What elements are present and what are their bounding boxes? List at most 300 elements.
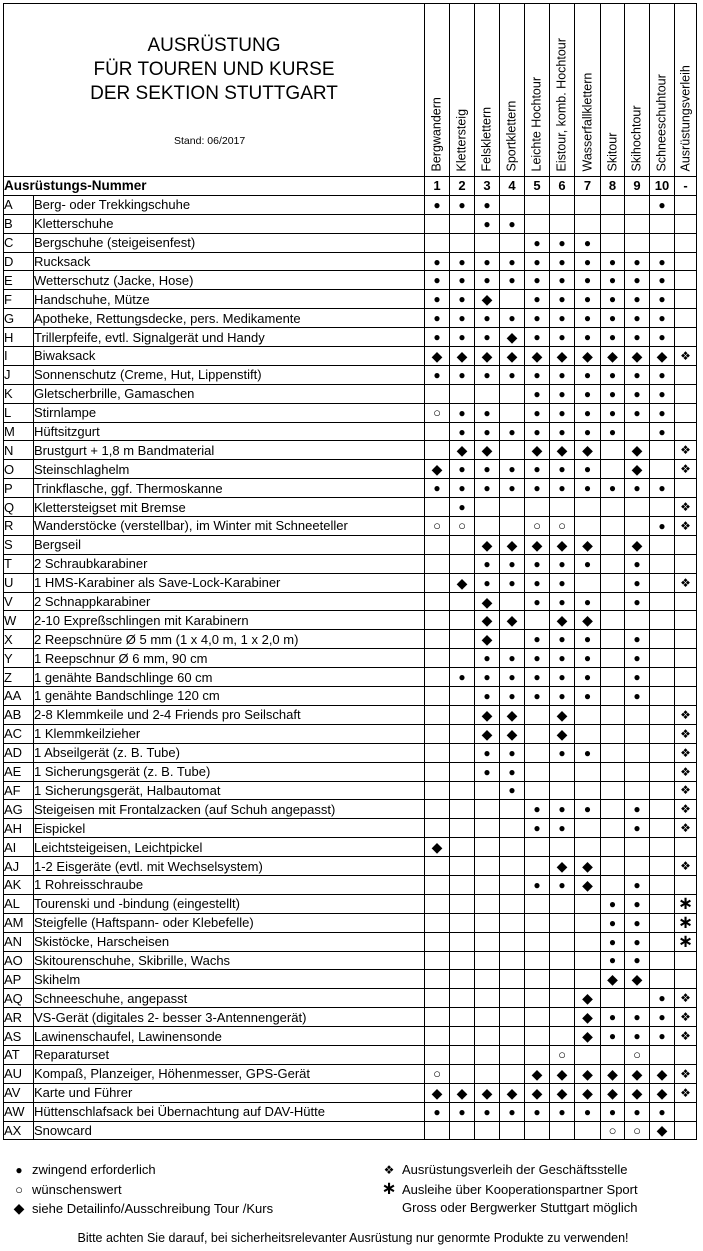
dot-icon: ● <box>658 1010 666 1025</box>
row-item: 2 Reepschnüre Ø 5 mm (1 x 4,0 m, 1 x 2,0 m) <box>34 630 425 649</box>
diamond-icon: ◆ <box>13 1200 25 1216</box>
mark-cell <box>450 838 475 857</box>
mark-cell <box>625 498 650 517</box>
mark-cell <box>675 705 697 724</box>
mark-cell <box>450 1102 475 1121</box>
mark-cell <box>425 233 450 252</box>
diamond-icon: ◆ <box>582 1084 593 1101</box>
mark-cell <box>650 630 675 649</box>
mark-cell <box>601 611 625 630</box>
mark-cell <box>675 535 697 554</box>
dot-icon: ● <box>483 462 491 477</box>
mark-cell <box>450 762 475 781</box>
mark-cell <box>500 328 525 347</box>
mark-cell <box>475 328 500 347</box>
column-header <box>575 4 601 177</box>
mark-cell <box>500 743 525 762</box>
mark-cell <box>475 970 500 989</box>
column-number: 6 <box>550 177 575 196</box>
mark-cell <box>601 384 625 403</box>
dot-icon: ● <box>458 481 466 496</box>
mark-cell <box>675 1121 697 1140</box>
row-item: Kompaß, Planzeiger, Höhenmesser, GPS-Gerät <box>34 1064 425 1083</box>
mark-cell <box>575 195 601 214</box>
row-code: U <box>4 573 34 592</box>
mark-cell <box>575 1064 601 1083</box>
row-code: A <box>4 195 34 214</box>
diamond-icon: ◆ <box>582 442 593 459</box>
dot-icon: ● <box>633 915 641 930</box>
mark-cell <box>575 1102 601 1121</box>
mark-cell <box>425 838 450 857</box>
mark-cell <box>425 517 450 536</box>
row-item: Karte und Führer <box>34 1083 425 1102</box>
row-item: Brustgurt + 1,8 m Bandmaterial <box>34 441 425 460</box>
mark-cell <box>450 1064 475 1083</box>
dot-icon: ● <box>483 424 491 439</box>
dot-icon: ● <box>483 745 491 760</box>
mark-cell <box>425 328 450 347</box>
dot-icon: ● <box>483 481 491 496</box>
mark-cell <box>575 517 601 536</box>
row-item: Leichtsteigeisen, Leichtpickel <box>34 838 425 857</box>
mark-cell <box>525 800 550 819</box>
mark-cell <box>550 875 575 894</box>
title-line-3: DER SEKTION STUTTGART <box>90 83 338 104</box>
dot-icon: ● <box>583 802 592 817</box>
table-row <box>4 214 697 233</box>
mark-cell <box>575 705 601 724</box>
dot-icon: ● <box>508 688 516 703</box>
star-icon: ∗ <box>677 932 694 951</box>
mark-cell <box>550 290 575 309</box>
mark-cell <box>625 214 650 233</box>
row-code: AL <box>4 894 34 913</box>
row-code: AJ <box>4 857 34 876</box>
rent-icon: ❖ <box>680 1066 691 1081</box>
mark-cell <box>475 894 500 913</box>
table-row <box>4 838 697 857</box>
mark-cell <box>500 1064 525 1083</box>
mark-cell <box>425 1027 450 1046</box>
row-item: 1 Reepschnur Ø 6 mm, 90 cm <box>34 649 425 668</box>
mark-cell <box>475 252 500 271</box>
mark-cell <box>500 271 525 290</box>
mark-cell <box>550 800 575 819</box>
row-code: AQ <box>4 989 34 1008</box>
mark-cell <box>450 233 475 252</box>
dot-icon: ● <box>558 575 566 590</box>
mark-cell <box>675 403 697 422</box>
diamond-icon: ◆ <box>531 347 543 364</box>
diamond-icon: ◆ <box>631 1084 643 1101</box>
dot-icon: ● <box>458 367 466 382</box>
mark-cell <box>675 309 697 328</box>
mark-cell <box>425 1102 450 1121</box>
rent-icon: ❖ <box>680 1010 691 1025</box>
mark-cell <box>575 328 601 347</box>
mark-cell <box>625 649 650 668</box>
mark-cell <box>500 800 525 819</box>
mark-cell <box>675 441 697 460</box>
mark-cell <box>675 573 697 592</box>
dot-icon: ● <box>658 311 666 326</box>
row-item: Bergschuhe (steigeisenfest) <box>34 233 425 252</box>
diamond-icon: ◆ <box>631 971 643 988</box>
mark-cell <box>575 479 601 498</box>
dot-icon: ● <box>608 1010 617 1025</box>
mark-cell <box>575 498 601 517</box>
row-code: R <box>4 517 34 536</box>
mark-cell <box>450 1045 475 1064</box>
mark-cell <box>475 1045 500 1064</box>
mark-cell <box>625 271 650 290</box>
mark-cell <box>475 668 500 687</box>
mark-cell <box>675 384 697 403</box>
mark-cell <box>475 535 500 554</box>
mark-cell <box>675 838 697 857</box>
mark-cell <box>575 724 601 743</box>
dot-icon: ● <box>583 273 592 288</box>
mark-cell <box>475 705 500 724</box>
mark-cell <box>525 1083 550 1102</box>
row-code: AF <box>4 781 34 800</box>
title-block <box>4 4 425 177</box>
mark-cell <box>475 554 500 573</box>
dot-icon: ● <box>508 575 516 590</box>
mark-cell <box>450 460 475 479</box>
mark-cell <box>425 781 450 800</box>
mark-cell <box>601 838 625 857</box>
table-row <box>4 800 697 819</box>
mark-cell <box>650 479 675 498</box>
dot-icon: ● <box>558 481 566 496</box>
mark-cell <box>675 460 697 479</box>
mark-cell <box>550 668 575 687</box>
mark-cell <box>575 1027 601 1046</box>
mark-cell <box>425 384 450 403</box>
legend-circle <box>6 1182 122 1197</box>
diamond-icon: ◆ <box>582 1009 593 1026</box>
row-code: H <box>4 328 34 347</box>
row-item: Berg- oder Trekkingschuhe <box>34 195 425 214</box>
mark-cell <box>525 1045 550 1064</box>
mark-cell <box>650 441 675 460</box>
mark-cell <box>550 819 575 838</box>
row-code: AA <box>4 687 34 706</box>
mark-cell <box>475 1083 500 1102</box>
column-header-label: Bergwandern <box>429 96 444 171</box>
dot-icon: ● <box>533 462 541 477</box>
row-item: 1 Sicherungsgerät, Halbautomat <box>34 781 425 800</box>
circle-icon: ○ <box>633 1122 641 1138</box>
mark-cell <box>500 687 525 706</box>
mark-cell <box>450 1008 475 1027</box>
row-code: J <box>4 365 34 384</box>
row-item: Sonnenschutz (Creme, Hut, Lippenstift) <box>34 365 425 384</box>
mark-cell <box>425 535 450 554</box>
row-item: Rucksack <box>34 252 425 271</box>
mark-cell <box>650 1064 675 1083</box>
mark-cell <box>425 479 450 498</box>
table-row <box>4 328 697 347</box>
mark-cell <box>525 875 550 894</box>
dot-icon: ● <box>433 197 441 212</box>
row-item: Reparaturset <box>34 1045 425 1064</box>
dot-icon: ● <box>633 802 641 817</box>
dot-icon: ● <box>15 1163 23 1177</box>
dot-icon: ● <box>633 632 641 647</box>
mark-cell <box>625 668 650 687</box>
mark-cell <box>475 347 500 366</box>
mark-cell <box>450 271 475 290</box>
mark-cell <box>450 252 475 271</box>
legend-diamond <box>6 1200 273 1217</box>
dot-icon: ● <box>483 764 491 779</box>
mark-cell <box>475 403 500 422</box>
dot-icon: ● <box>533 424 541 439</box>
dot-icon: ● <box>558 311 566 326</box>
table-row <box>4 384 697 403</box>
row-item: 2-10 Expreßschlingen mit Karabinern <box>34 611 425 630</box>
diamond-icon: ◆ <box>531 536 543 553</box>
legend-diamond-text: siehe Detailinfo/Ausschreibung Tour /Kurs <box>32 1201 274 1216</box>
dot-icon: ● <box>658 197 666 212</box>
mark-cell <box>625 1027 650 1046</box>
mark-cell <box>450 592 475 611</box>
diamond-icon: ◆ <box>656 1065 668 1082</box>
mark-cell <box>650 857 675 876</box>
dot-icon: ● <box>483 311 491 326</box>
mark-cell <box>601 271 625 290</box>
dot-icon: ● <box>533 877 541 892</box>
diamond-icon: ◆ <box>481 536 493 553</box>
mark-cell <box>450 611 475 630</box>
column-number: 1 <box>425 177 450 196</box>
mark-cell <box>500 1083 525 1102</box>
row-code: M <box>4 422 34 441</box>
dot-icon: ● <box>633 1029 641 1044</box>
diamond-icon: ◆ <box>531 1084 543 1101</box>
mark-cell <box>601 1083 625 1102</box>
mark-cell <box>575 989 601 1008</box>
mark-cell <box>625 838 650 857</box>
row-item: Lawinenschaufel, Lawinensonde <box>34 1027 425 1046</box>
mark-cell <box>500 913 525 932</box>
mark-cell <box>675 857 697 876</box>
dot-icon: ● <box>533 481 541 496</box>
mark-cell <box>675 875 697 894</box>
mark-cell <box>525 422 550 441</box>
mark-cell <box>475 460 500 479</box>
mark-cell <box>500 479 525 498</box>
mark-cell <box>475 365 500 384</box>
dot-icon: ● <box>458 311 466 326</box>
dot-icon: ● <box>583 670 592 685</box>
dot-icon: ● <box>533 311 541 326</box>
dot-icon: ● <box>633 688 641 703</box>
row-item: Schneeschuhe, angepasst <box>34 989 425 1008</box>
mark-cell <box>650 743 675 762</box>
mark-cell <box>425 762 450 781</box>
mark-cell <box>450 1083 475 1102</box>
mark-cell <box>575 535 601 554</box>
mark-cell <box>675 290 697 309</box>
dot-icon: ● <box>633 292 641 307</box>
row-code: P <box>4 479 34 498</box>
mark-cell <box>475 687 500 706</box>
mark-cell <box>650 1121 675 1140</box>
mark-cell <box>450 875 475 894</box>
diamond-icon: ◆ <box>656 347 668 364</box>
dot-icon: ● <box>533 292 541 307</box>
mark-cell <box>575 762 601 781</box>
mark-cell <box>601 762 625 781</box>
table-row <box>4 611 697 630</box>
row-code: T <box>4 554 34 573</box>
dot-icon: ● <box>533 594 541 609</box>
circle-icon: ○ <box>633 1047 641 1063</box>
dot-icon: ● <box>633 1104 641 1119</box>
mark-cell <box>525 403 550 422</box>
mark-cell <box>550 687 575 706</box>
dot-icon: ● <box>583 651 592 666</box>
table-row <box>4 743 697 762</box>
mark-cell <box>601 460 625 479</box>
row-code: L <box>4 403 34 422</box>
mark-cell <box>575 800 601 819</box>
mark-cell <box>601 347 625 366</box>
dot-icon: ● <box>533 330 541 345</box>
diamond-icon: ◆ <box>556 858 568 874</box>
mark-cell <box>575 970 601 989</box>
column-header-label: Felsklettern <box>479 106 494 171</box>
rent-icon: ❖ <box>680 462 691 477</box>
dot-icon: ● <box>508 424 516 439</box>
row-code: D <box>4 252 34 271</box>
mark-cell <box>650 705 675 724</box>
dot-icon: ● <box>508 273 516 288</box>
row-code: AT <box>4 1045 34 1064</box>
mark-cell <box>575 290 601 309</box>
mark-cell <box>575 857 601 876</box>
mark-cell <box>575 365 601 384</box>
mark-cell <box>625 630 650 649</box>
mark-cell <box>450 403 475 422</box>
mark-cell <box>650 819 675 838</box>
dot-icon: ● <box>483 575 491 590</box>
mark-cell <box>675 913 697 932</box>
diamond-icon: ◆ <box>582 876 593 893</box>
mark-cell <box>425 611 450 630</box>
mark-cell <box>475 214 500 233</box>
mark-cell <box>500 422 525 441</box>
dot-icon: ● <box>608 405 617 420</box>
mark-cell <box>675 517 697 536</box>
mark-cell <box>425 800 450 819</box>
mark-cell <box>625 1121 650 1140</box>
row-code: AS <box>4 1027 34 1046</box>
mark-cell <box>475 573 500 592</box>
mark-cell <box>525 630 550 649</box>
mark-cell <box>475 951 500 970</box>
mark-cell <box>650 1102 675 1121</box>
dot-icon: ● <box>508 670 516 685</box>
table-row <box>4 630 697 649</box>
mark-cell <box>475 233 500 252</box>
mark-cell <box>675 687 697 706</box>
mark-cell <box>601 214 625 233</box>
mark-cell <box>500 403 525 422</box>
table-row <box>4 365 697 384</box>
dot-icon: ● <box>458 292 466 307</box>
mark-cell <box>650 781 675 800</box>
table-row <box>4 668 697 687</box>
table-row <box>4 932 697 951</box>
mark-cell <box>425 857 450 876</box>
dot-icon: ● <box>658 1029 666 1044</box>
mark-cell <box>601 309 625 328</box>
mark-cell <box>525 762 550 781</box>
mark-cell <box>625 195 650 214</box>
dot-icon: ● <box>583 594 592 609</box>
mark-cell <box>500 875 525 894</box>
dot-icon: ● <box>483 330 491 345</box>
circle-icon: ○ <box>533 518 541 534</box>
row-item: Stirnlampe <box>34 403 425 422</box>
mark-cell <box>650 535 675 554</box>
dot-icon: ● <box>633 896 641 911</box>
column-header-label: Leichte Hochtour <box>529 76 544 171</box>
mark-cell <box>650 517 675 536</box>
mark-cell <box>601 328 625 347</box>
mark-cell <box>575 630 601 649</box>
dot-icon: ● <box>533 670 541 685</box>
mark-cell <box>500 347 525 366</box>
diamond-icon: ◆ <box>456 347 468 364</box>
dot-icon: ● <box>558 632 566 647</box>
diamond-icon: ◆ <box>531 442 543 459</box>
mark-cell <box>525 724 550 743</box>
row-code: AC <box>4 724 34 743</box>
dot-icon: ● <box>508 462 516 477</box>
diamond-icon: ◆ <box>556 706 568 723</box>
diamond-icon: ◆ <box>506 612 518 629</box>
table-row <box>4 875 697 894</box>
mark-cell <box>500 781 525 800</box>
dot-icon: ● <box>508 764 516 779</box>
dot-icon: ● <box>533 273 541 288</box>
dot-icon: ● <box>608 915 617 930</box>
dot-icon: ● <box>483 367 491 382</box>
dot-icon: ● <box>583 292 592 307</box>
legend-circle-text: wünschenswert <box>32 1182 122 1197</box>
dot-icon: ● <box>433 481 441 496</box>
dot-icon: ● <box>458 500 466 515</box>
mark-cell <box>575 668 601 687</box>
dot-icon: ● <box>458 424 466 439</box>
rent-icon: ❖ <box>383 1163 395 1177</box>
mark-cell <box>550 970 575 989</box>
mark-cell <box>425 498 450 517</box>
table-row <box>4 970 697 989</box>
mark-cell <box>675 592 697 611</box>
row-code: AX <box>4 1121 34 1140</box>
mark-cell <box>425 687 450 706</box>
mark-cell <box>450 479 475 498</box>
dot-icon: ● <box>583 311 592 326</box>
mark-cell <box>425 347 450 366</box>
